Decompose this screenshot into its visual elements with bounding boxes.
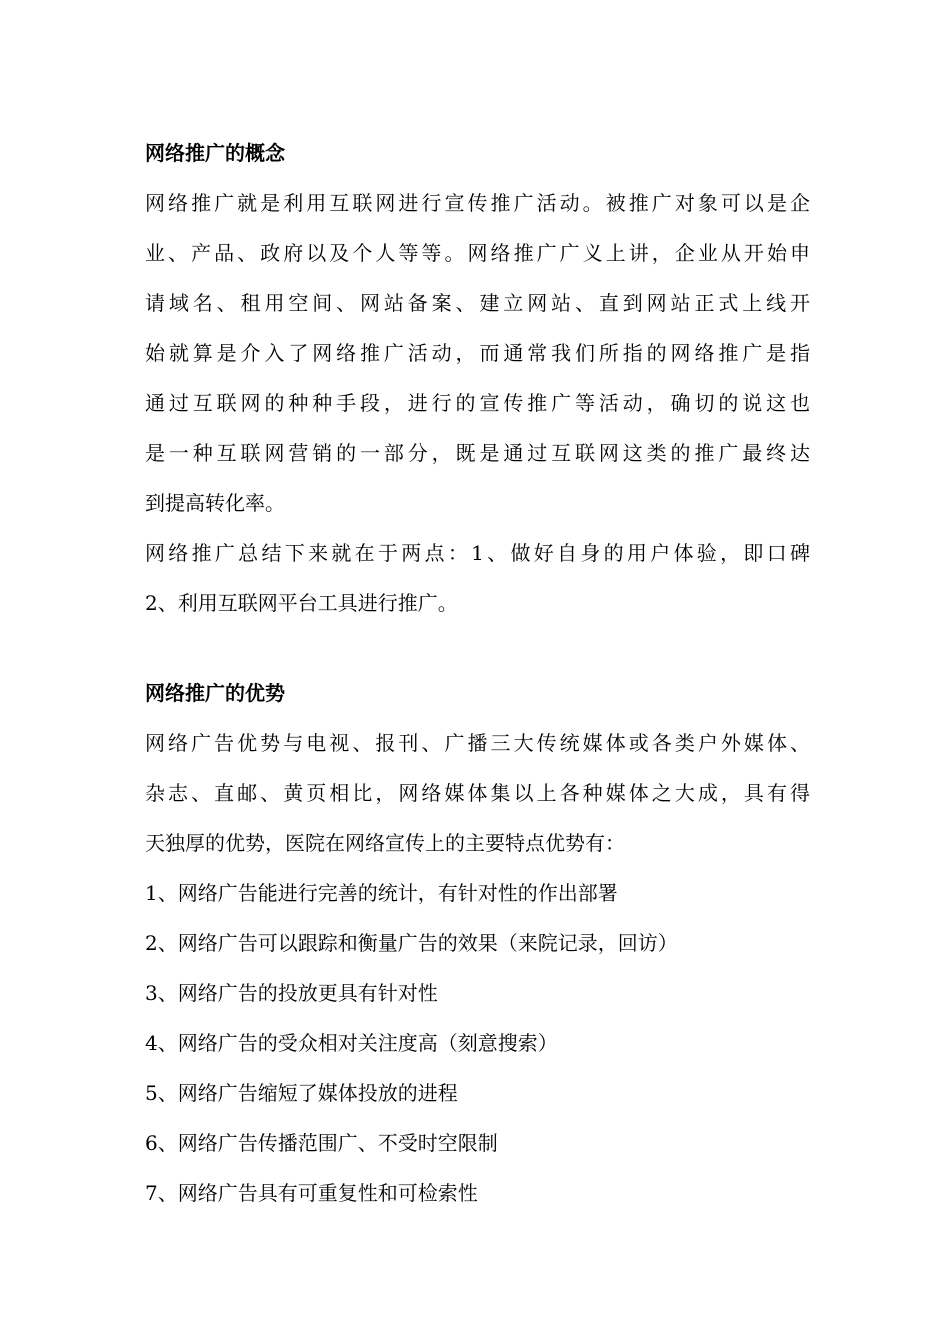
paragraph-line: 天独厚的优势，医院在网络宣传上的主要特点优势有： (145, 831, 625, 855)
summary-paragraph (145, 528, 810, 628)
paragraph-line: 网络广告优势与电视、报刊、广播三大传统媒体或各类户外媒体、 (145, 731, 810, 755)
list-item: 4、网络广告的受众相对关注度高（刻意搜索） (145, 1031, 558, 1055)
paragraph-line: 2、利用互联网平台工具进行推广。 (145, 591, 458, 615)
paragraph-line: 业、产品、政府以及个人等等。网络推广广义上讲，企业从开始申 (145, 241, 810, 265)
list-item: 6、网络广告传播范围广、不受时空限制 (145, 1131, 498, 1155)
paragraph-line: 到提高转化率。 (145, 491, 285, 515)
list-item: 7、网络广告具有可重复性和可检索性 (145, 1181, 478, 1205)
advantages-list (145, 868, 810, 1218)
paragraph-line: 网络推广就是利用互联网进行宣传推广活动。被推广对象可以是企 (145, 191, 810, 215)
paragraph-line: 是一种互联网营销的一部分，既是通过互联网这类的推广最终达 (145, 441, 810, 465)
advantages-paragraph (145, 718, 810, 868)
section-heading-advantages: 网络推广的优势 (145, 681, 285, 705)
concept-paragraph (145, 178, 810, 528)
paragraph-line: 通过互联网的种种手段，进行的宣传推广等活动，确切的说这也 (145, 391, 810, 415)
paragraph-line: 网络推广总结下来就在于两点：1、做好自身的用户体验，即口碑 (145, 541, 810, 565)
list-item: 5、网络广告缩短了媒体投放的进程 (145, 1081, 458, 1105)
list-item: 1、网络广告能进行完善的统计，有针对性的作出部署 (145, 881, 618, 905)
section-spacer (145, 628, 810, 668)
section-heading-concept: 网络推广的概念 (145, 141, 285, 165)
paragraph-line: 请域名、租用空间、网站备案、建立网站、直到网站正式上线开 (145, 291, 810, 315)
list-item: 2、网络广告可以跟踪和衡量广告的效果（来院记录，回访） (145, 931, 678, 955)
list-item: 3、网络广告的投放更具有针对性 (145, 981, 438, 1005)
paragraph-line: 杂志、直邮、黄页相比，网络媒体集以上各种媒体之大成，具有得 (145, 781, 810, 805)
paragraph-line: 始就算是介入了网络推广活动，而通常我们所指的网络推广是指 (145, 341, 810, 365)
document-body (145, 128, 810, 1218)
